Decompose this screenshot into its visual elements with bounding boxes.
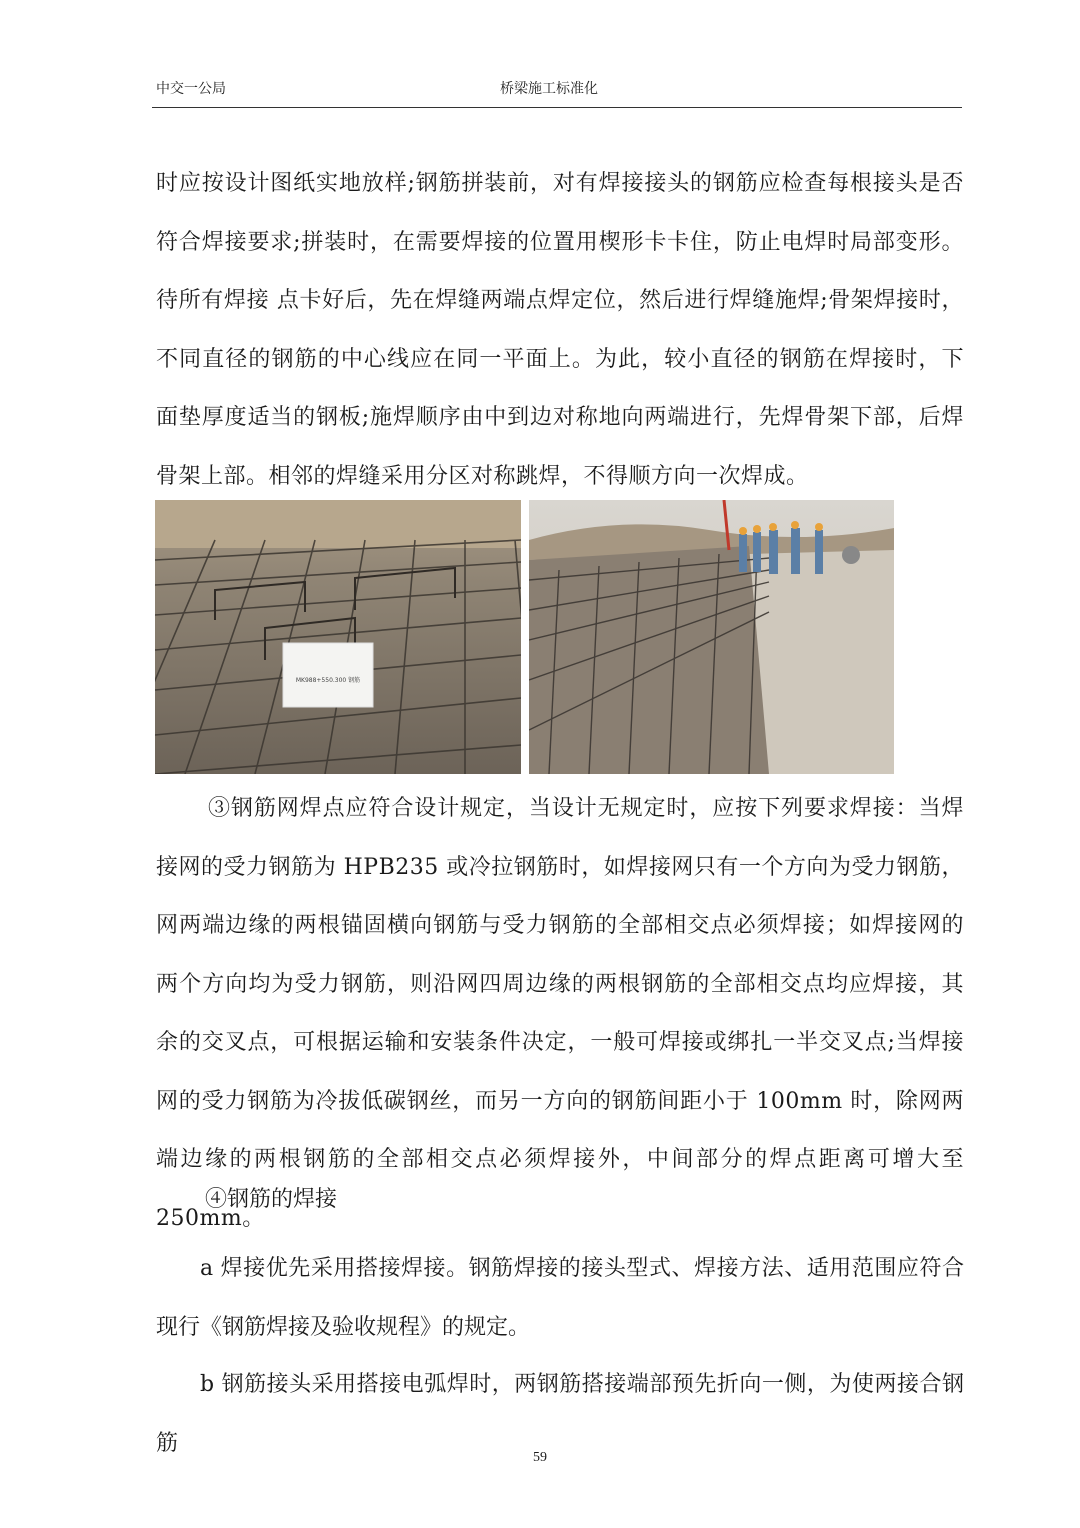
header-divider (152, 107, 962, 108)
page-number: 59 (533, 1450, 547, 1465)
rebar-cage-photo (529, 500, 894, 774)
paragraph-welding-assembly: 时应按设计图纸实地放样;钢筋拼装前，对有焊接接头的钢筋应检查每根接头是否符合焊接要求;拼装时，在需要焊接的位置用楔形卡卡住，防止电焊时局部变形。待所有焊接 点卡好后，先在焊缝两端点焊定位，然后进行焊缝施焊;骨架焊接时，不同直径的钢筋的中心线应在同一平面上。为此，较小直径的钢筋在焊接时，下面垫厚度适当的钢板;施焊顺序由中到边对称地向两端进行，先焊骨架下部，后焊骨架上部。相邻的焊缝采用分区对称跳焊，不得顺方向一次焊成。 (156, 171, 964, 489)
paragraph-mesh-weld-points: ③钢筋网焊点应符合设计规定，当设计无规定时，应按下列要求焊接：当焊接网的受力钢筋为 HPB235 或冷拉钢筋时，如焊接网只有一个方向为受力钢筋，网两端边缘的两根锚固横向钢筋与受力钢筋的全部相交点必须焊接；如焊接网的两个方向均为受力钢筋，则沿网四周边缘的两根钢筋的全部相交点均应焊接，其余的交叉点，可根据运输和安装条件决定，一般可焊接或绑扎一半交叉点;当焊接网的受力钢筋为冷拔低碳钢丝，而另一方向的钢筋间距小于 100mm 时，除网两端边缘的两根钢筋的全部相交点必须焊接外，中间部分的焊点距离可增大至 250mm。 (156, 796, 964, 1231)
paragraph-b-arc-welding: b 钢筋接头采用搭接电弧焊时，两钢筋搭接端部预先折向一侧，为使两接合钢筋 (156, 1372, 964, 1456)
paragraph-a-lap-welding: a 焊接优先采用搭接焊接。钢筋焊接的接头型式、焊接方法、适用范围应符合现行《钢筋焊接及验收规程》的规定。 (156, 1256, 964, 1340)
header-title: 桥梁施工标准化 (500, 81, 598, 97)
rebar-mesh-photo (155, 500, 521, 774)
section-heading-welding: ④钢筋的焊接 (205, 1187, 338, 1212)
header-org: 中交一公局 (156, 81, 226, 97)
rebar-sign-label: MK988+550.300 钢筋 (295, 677, 361, 684)
